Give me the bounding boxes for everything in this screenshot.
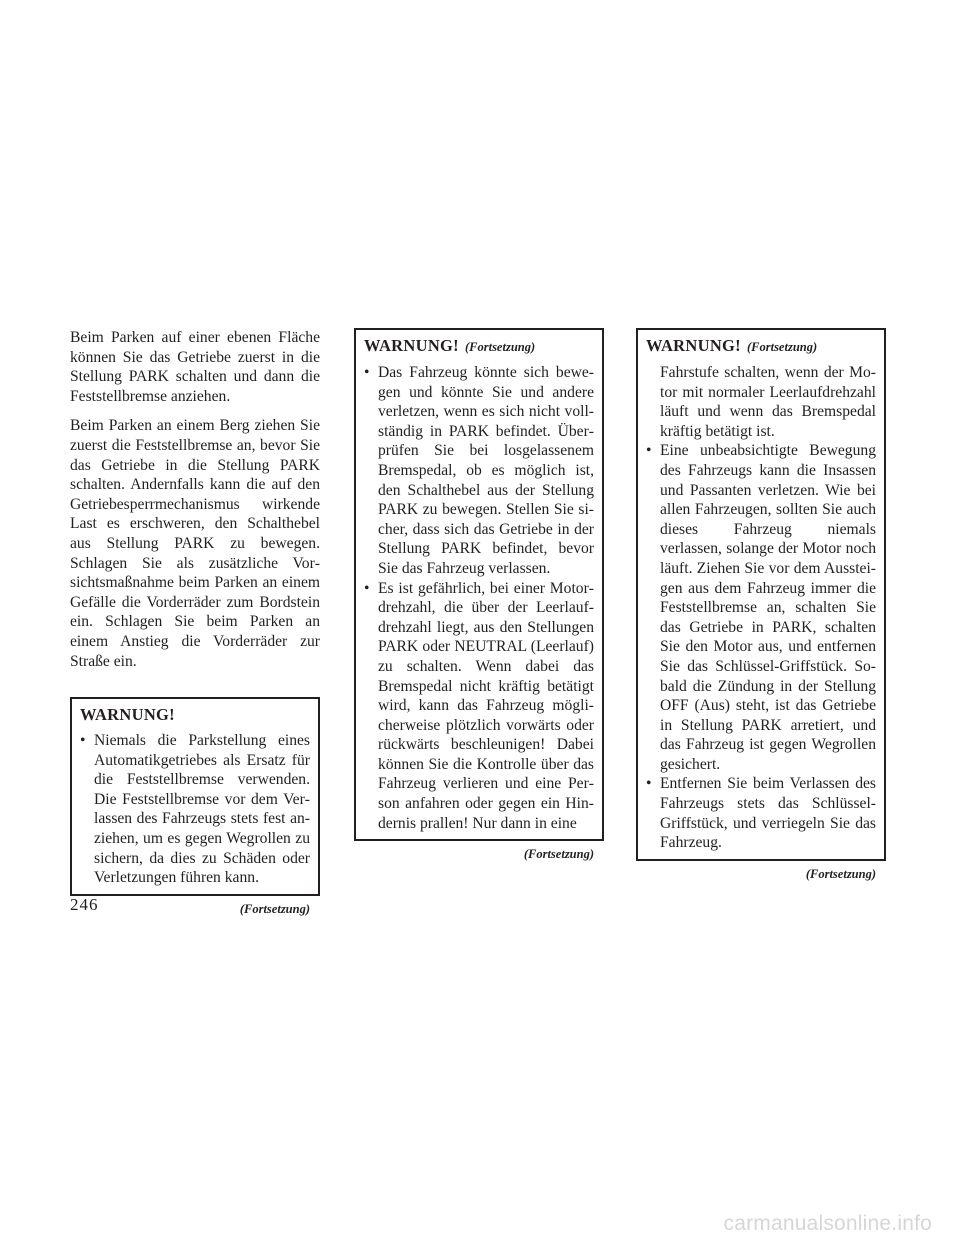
warning-item: • Das Fahrzeug könnte sich bewegen und könnte Sie und andere verletzen, wenn es sich nicht vollständig in PARK befindet. Überprüfen Sie bei losgelassenem Bremspedal, ob es möglich ist, den Schalthebel aus der Stellung PARK zu bewegen. Stellen Sie sicher, dass sich das Getriebe in der Stellung PARK befindet, bevor Sie das Fahrzeug verlassen. [364,363,594,579]
warning-title-text: WARNUNG! [80,705,175,725]
warning-item: • Eine unbeabsichtigte Bewegung des Fahrzeugs kann die Insassen und Passanten verletzen. Wie bei allen Fahrzeugen, sollten Sie auch dieses Fahrzeug niemals verlassen, solange der Motor noch läuft. Ziehen Sie vor dem Aussteigen aus dem Fahrzeug immer die Feststellbremse an, schalten Sie das Getriebe in PARK, schalten Sie den Motor aus, und entfernen Sie das Schlüssel-Griffstück. Sobald die Zündung in der Stellung OFF (Aus) steht, ist das Getriebe in Stellung PARK arretiert, und das Fahrzeug ist gegen Wegrollen gesichert. [646,441,876,774]
warning-title [364,336,594,357]
warning-item: • Entfernen Sie beim Verlassen des Fahrzeugs stets das Schlüssel-Griffstück, und verriegeln Sie das Fahrzeug. [646,774,876,852]
warning-continued-label: (Fortsetzung) [746,340,818,354]
continued-note: (Fortsetzung) [239,901,310,916]
warning-item: • Niemals die Parkstellung eines Automatikgetriebes als Ersatz für die Feststellbremse verwenden. Die Feststellbremse vor dem Verlassen des Fahrzeugs stets fest anziehen, um es gegen Wegrollen zu sichern, da dies zu Schäden oder Verletzungen führen kann. [80,731,310,888]
watermark: carmanualsonline.info [723,1212,932,1235]
paragraph-hill-parking: Beim Parken an einem Berg ziehen Sie zuerst die Feststellbremse an, bevor Sie das Getriebe in die Stellung PARK schalten. Andernfalls kann die auf den Getriebesperrmechanismus wirkende Last es erschweren, den Schalthebel aus Stellung PARK zu bewegen. Schlagen Sie als zusätzliche Vorsichtsmaßnahme beim Parken an einem Gefälle die Vorderräder zum Bordstein ein. Schlagen Sie beim Parken an einem Anstieg die Vorderräder zur Straße ein. [70,417,320,670]
column-left [70,328,320,919]
column-middle [354,328,604,865]
warning-box-1 [70,697,320,896]
warning-continued-label: (Fortsetzung) [464,340,536,354]
page-number: 246 [70,895,99,914]
paragraph-level-parking: Beim Parken auf einer ebenen Fläche können Sie das Getriebe zuerst in die Stellung PARK schalten und dann die Feststellbremse anziehen. [70,329,320,405]
continued-note: (Fortsetzung) [805,866,876,881]
warning-item: • Es ist gefährlich, bei einer Motordrehzahl, die über der Leerlaufdrehzahl liegt, aus den Stellungen PARK oder NEUTRAL (Leerlauf) zu schalten. Wenn dabei das Bremspedal nicht kräftig betätigt wird, kann das Fahrzeug möglicherweise plötzlich vorwärts oder rückwärts beschleunigen! Dabei können Sie die Kontrolle über das Fahrzeug verlieren und eine Person anfahren oder gegen ein Hindernis prallen! Nur dann in eine [364,579,594,834]
warning-title [646,336,876,357]
warning-title-text: WARNUNG! [646,336,741,355]
warning-box-2 [354,328,604,841]
continued-note: (Fortsetzung) [523,847,594,862]
warning-title [80,705,310,725]
warning-list [80,731,310,888]
warning-list [646,363,876,853]
warning-box-3 [636,328,886,861]
warning-title-text: WARNUNG! [364,336,459,355]
warning-continuation-text: Fahrstufe schalten, wenn der Motor mit normaler Leerlaufdrehzahl läuft und wenn das Bremspedal kräftig betätigt ist. [660,364,876,440]
warning-list [364,363,594,833]
column-right [636,328,886,884]
